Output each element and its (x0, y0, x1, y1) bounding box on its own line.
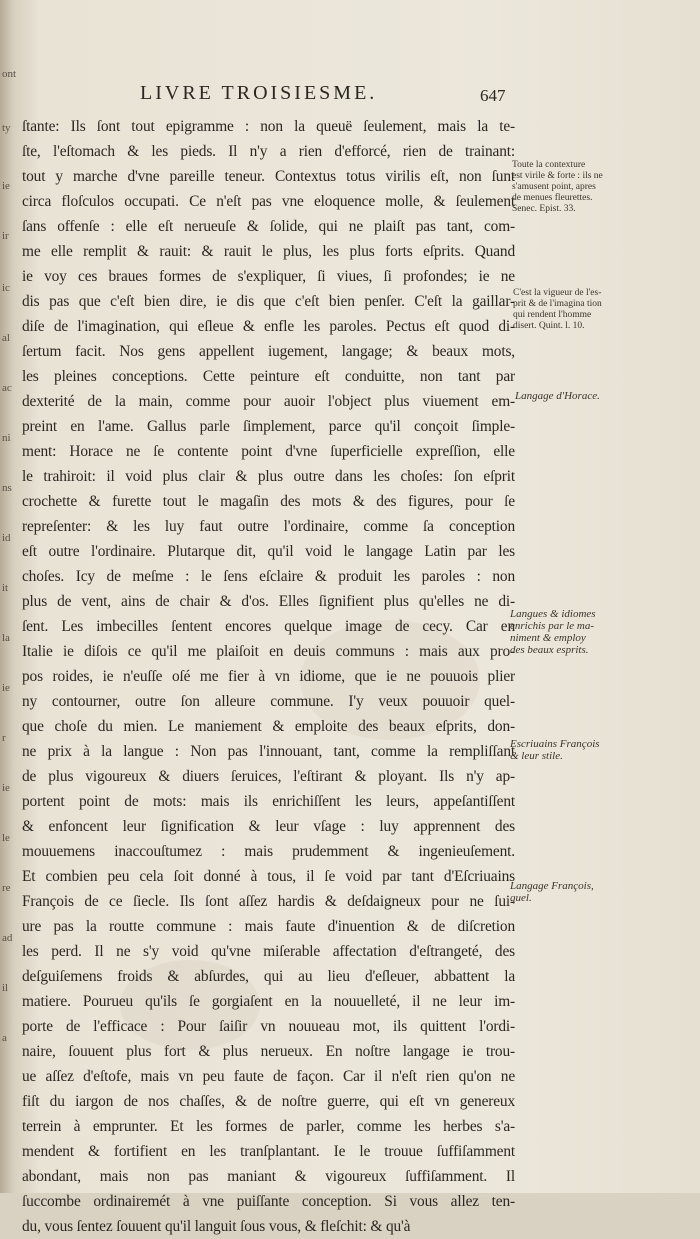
text-line: matiere. Pourueu qu'ils ſe gorgiaſent en la nouuelleté, il ne leur im- (22, 993, 515, 1010)
edge-mark: it (2, 582, 9, 594)
text-line: naire, ſouuent plus fort & plus nerueux. En noſtre langage ie trou- (22, 1043, 515, 1060)
text-line: Italie ie diſois ce qu'il me plaiſoit en deuis communs : mais aux pro- (22, 643, 515, 660)
margin-note-horace: Langage d'Horace. (515, 390, 600, 402)
edge-mark: il (2, 982, 9, 994)
text-line: ne prix à la langue : Non pas l'innouant, tant, comme la rempliſſant (22, 743, 515, 760)
text-line: que choſe du mien. Le maniement & emploite des beaux eſprits, don- (22, 718, 515, 735)
text-line: circa floſculos occupati. Ce n'eſt pas vne eloquence molle, & ſeulement (22, 193, 515, 210)
page-number: 647 (480, 86, 506, 105)
text-line: crochette & furette tout le magaſin des mots & des figures, pour ſe (22, 493, 515, 510)
text-line: François de ce ſiecle. Ils ſont aſſez hardis & deſdaigneux pour ne ſui- (22, 893, 515, 910)
edge-mark: id (2, 532, 11, 544)
edge-mark: le (2, 832, 10, 844)
edge-mark: la (2, 632, 10, 644)
margin-note-quintilian: C'est la vigueur de l'es- prit & de l'imagina tion qui rendent l'homme disert. Quint. l. 10. (513, 288, 602, 331)
text-line: plus de vent, ains de chair & d'os. Elles ſignifient plus qu'elles ne di- (22, 593, 515, 610)
edge-mark: ad (2, 932, 13, 944)
edge-mark: ir (2, 230, 9, 242)
text-line: deſguiſemens froids & abſurdes, qui au lieu d'eſleuer, abbattent la (22, 968, 515, 985)
text-line: Et combien peu cela ſoit donné à tous, il ſe void par tant d'Eſcriuains (22, 868, 515, 885)
text-line: diſe de l'imagination, qui eſleue & enfle les paroles. Pectus eſt quod di- (22, 318, 515, 335)
edge-mark: ic (2, 282, 10, 294)
text-line: ſans offenſe : elle eſt nerueuſe & ſolide, qui ne plaiſt pas tant, com- (22, 218, 515, 235)
text-line: ſte, l'eſtomach & les pieds. Il n'y a rien d'efforcé, rien de trainant: (22, 143, 515, 160)
text-line: mendent & fortifient en les tranſplantant. Ie le trouue ſuffiſamment (22, 1143, 515, 1160)
text-line: ſuccombe ordinairemét à vne puiſſante conception. Si vous allez ten- (22, 1193, 515, 1210)
margin-note-langues: Langues & idiomes enrichis par le ma- niment & employ des beaux esprits. (510, 608, 596, 656)
text-line: pos roides, ie n'euſſe oſé me fier à vn idiome, que ie ne pouuois plier (22, 668, 515, 685)
text-line: ment: Horace ne ſe contente point d'vne ſuperficielle expreſſion, elle (22, 443, 515, 460)
edge-mark: ty (2, 122, 11, 134)
edge-mark: r (2, 732, 6, 744)
text-line: ure pas la routte commune : mais faute d'inuention & de diſcretion (22, 918, 515, 935)
text-line: ie voy ces braues formes de s'expliquer, ſi viues, ſi profondes; ie ne (22, 268, 515, 285)
edge-mark: a (2, 1032, 7, 1044)
text-line: dexterité de la main, comme pour auoir l'object plus viuement em- (22, 393, 515, 410)
text-line: porte de l'efficace : Pour ſaiſir vn nouueau mot, ils quittent l'ordi- (22, 1018, 515, 1035)
text-line: repreſenter: & les luy faut outre l'ordinaire, comme ſa conception (22, 518, 515, 535)
text-line: les perd. Il ne s'y void qu'vne miſerable affectation d'eſtrangeté, des (22, 943, 515, 960)
text-line: portent point de mots: mais ils enrichiſſent les leurs, appeſantiſſent (22, 793, 515, 810)
text-line: abondant, mais non pas maniant & vigoureux ſuffiſamment. Il (22, 1168, 515, 1185)
text-line: dis pas que c'eſt bien dire, ie dis que c'eſt bien penſer. C'eſt la gaillar- (22, 293, 515, 310)
margin-note-escriuains: Escriuains François & leur stile. (510, 738, 600, 762)
edge-mark: re (2, 882, 11, 894)
text-line: le trahiroit: il void plus clair & plus outre dans les choſes: ſon eſprit (22, 468, 515, 485)
text-line: terrein à emprunter. Et les formes de parler, comme les herbes s'a- (22, 1118, 515, 1135)
edge-mark: ie (2, 682, 10, 694)
text-line: & enfoncent leur ſignification & leur vſage : luy apprennent des (22, 818, 515, 835)
edge-mark: ni (2, 432, 11, 444)
text-line: mouuemens inaccouſtumez : mais prudemment & ingenieuſement. (22, 843, 515, 860)
text-line: me elle remplit & rauit: & rauit le plus, les plus forts eſprits. Quand (22, 243, 515, 260)
margin-note-seneca: Toute la contexture est virile & forte : ils ne s'amusent point, apres de menues fleurettes. Senec. Epist. 33. (512, 160, 603, 214)
edge-mark: ont (2, 68, 17, 80)
text-line: eſt outre l'ordinaire. Plutarque dit, qu'il void le langage Latin par les (22, 543, 515, 560)
running-head: LIVRE TROISIESME. (140, 82, 378, 104)
text-line: ſent. Les imbecilles ſentent encores quelque image de cecy. Car en (22, 618, 515, 635)
text-line: ue aſſez d'eſtofe, mais vn peu faute de façon. Car il n'eſt rien qu'on ne (22, 1068, 515, 1085)
edge-mark: ie (2, 180, 10, 192)
edge-mark: ac (2, 382, 12, 394)
text-line: tout y marche d'vne pareille teneur. Contextus totus virilis eſt, non ſunt (22, 168, 515, 185)
edge-mark: ie (2, 782, 10, 794)
margin-note-langage-francois: Langage François, quel. (510, 880, 594, 904)
text-line: du, vous ſentez ſouuent qu'il languit ſous vous, & fleſchit: & qu'à (22, 1218, 411, 1235)
left-edge-bleedthrough (0, 60, 22, 1060)
text-line: de plus vigoureux & diuers ſeruices, l'eſtirant & ployant. Ils n'y ap- (22, 768, 515, 785)
text-line: fiſt du iargon de nos chaſſes, & de noſtre guerre, qui eſt vn genereux (22, 1093, 515, 1110)
edge-mark: ns (2, 482, 12, 494)
text-line: choſes. Icy de meſme : le ſens eſclaire & produit les paroles : non (22, 568, 515, 585)
text-line: les pleines conceptions. Cette peinture eſt conduitte, non tant par (22, 368, 515, 385)
body-text (22, 114, 515, 1239)
edge-mark: al (2, 332, 10, 344)
text-line: ny contourner, outre ſon alleure commune. I'y veux pouuoir quel- (22, 693, 515, 710)
text-line: ſertum facit. Nos gens appellent iugement, langage; & beaux mots, (22, 343, 515, 360)
text-line: ſtante: Ils ſont tout epigramme : non la queuë ſeulement, mais la te- (22, 118, 515, 135)
text-line: preint en l'ame. Gallus parle ſimplement, parce qu'il conçoit ſimple- (22, 418, 515, 435)
